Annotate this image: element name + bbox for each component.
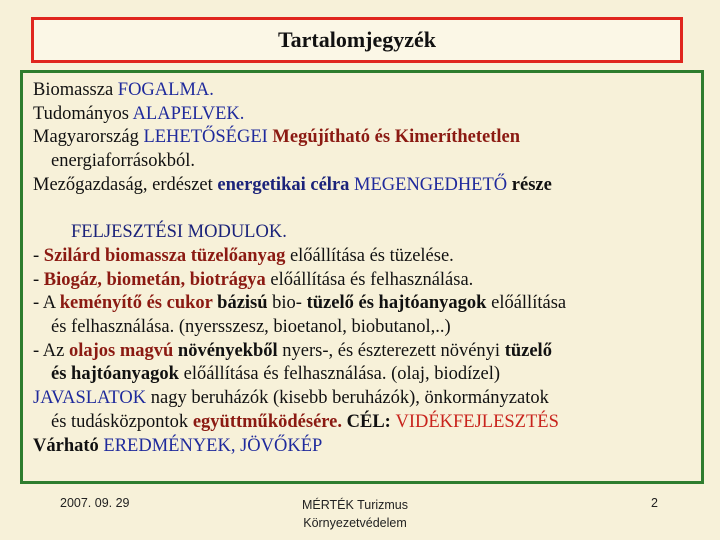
slide-title: Tartalomjegyzék	[277, 27, 437, 52]
line-highlight: FELJESZTÉSI MODULOK.	[71, 222, 287, 243]
line-highlight: MEGENGEDHETŐ	[354, 174, 512, 195]
line-text: nagy beruházók (kisebb beruházók), önkormányzatok	[150, 388, 549, 409]
line-highlight: Megújítható és Kimeríthetetlen	[272, 127, 521, 148]
footer-date: 2007. 09. 29	[60, 496, 130, 510]
line-energy-sources	[33, 150, 691, 174]
line-text: és hajtóanyagok	[51, 364, 184, 385]
line-highlight: Szilárd biomassza tüzelőanyag	[43, 245, 290, 266]
line-text: energiaforrásokból.	[51, 151, 196, 172]
spacer	[33, 198, 691, 222]
line-text: előállítása és felhasználása.	[270, 269, 474, 290]
line-oilseed	[33, 340, 691, 364]
line-text: - A	[33, 293, 60, 314]
line-text: bázisú	[217, 293, 273, 314]
line-text: előállítása és felhasználása. (olaj, biodízel)	[183, 364, 501, 385]
line-scientific-principles	[33, 103, 691, 127]
line-text: nyers-, és észterezett növényi	[282, 340, 505, 361]
line-highlight: LEHETŐSÉGEI	[143, 127, 273, 148]
line-text: Mezőgazdaság, erdészet	[33, 174, 218, 195]
content-box	[20, 70, 704, 484]
line-text: tüzelő	[504, 340, 552, 361]
line-cooperation-goal	[33, 411, 691, 435]
line-text: Várható	[33, 435, 104, 456]
line-text: -	[33, 269, 44, 290]
line-expected-results	[33, 435, 691, 459]
footer-topic: Környezetvédelem	[303, 516, 407, 530]
line-text: Biomassza	[33, 80, 118, 100]
line-solid-biomass	[33, 245, 691, 269]
footer-org: MÉRTÉK Turizmus	[301, 498, 409, 512]
line-text: tüzelő és hajtóanyagok	[306, 293, 492, 314]
line-bioethanol	[33, 316, 691, 340]
line-highlight: Biogáz, biometán, biotrágya	[43, 269, 271, 290]
line-text: - Az	[33, 340, 69, 361]
line-text: -	[33, 245, 44, 266]
line-text: Magyarország	[33, 127, 144, 148]
line-highlight: olajos magvú	[68, 340, 178, 361]
line-highlight: ALAPELVEK.	[132, 103, 245, 124]
title-box	[31, 17, 683, 63]
line-biogas	[33, 269, 691, 293]
line-proposals	[33, 387, 691, 411]
line-highlight: keményítő és cukor	[59, 293, 218, 314]
line-text: Tudományos	[33, 103, 133, 124]
line-text: CÉL:	[346, 411, 396, 432]
footer-page-number: 2	[651, 496, 658, 510]
line-text: előállítása	[491, 293, 567, 314]
line-text: és tudásközpontok	[51, 411, 193, 432]
line-highlight: JAVASLATOK	[33, 388, 151, 409]
line-hungary-possibilities	[33, 126, 691, 150]
footer-center	[270, 496, 440, 532]
line-highlight: EREDMÉNYEK, JÖVŐKÉP	[103, 435, 323, 456]
line-text: és felhasználása. (nyersszesz, bioetanol, biobutanol,..)	[51, 317, 451, 338]
line-text: bio-	[272, 293, 307, 314]
line-development-modules	[33, 221, 691, 245]
line-biomass-concept	[33, 79, 691, 103]
line-biodiesel	[33, 363, 691, 387]
line-highlight: együttműködésére.	[192, 411, 347, 432]
line-agriculture-forestry	[33, 174, 691, 198]
line-starch-sugar	[33, 292, 691, 316]
line-text: előállítása és tüzelése.	[289, 245, 454, 266]
line-text: része	[511, 174, 552, 195]
line-highlight: VIDÉKFEJLESZTÉS	[395, 411, 559, 432]
line-text: növényekből	[177, 340, 283, 361]
line-highlight: FOGALMA.	[117, 80, 214, 100]
line-highlight: energetikai célra	[217, 174, 355, 195]
